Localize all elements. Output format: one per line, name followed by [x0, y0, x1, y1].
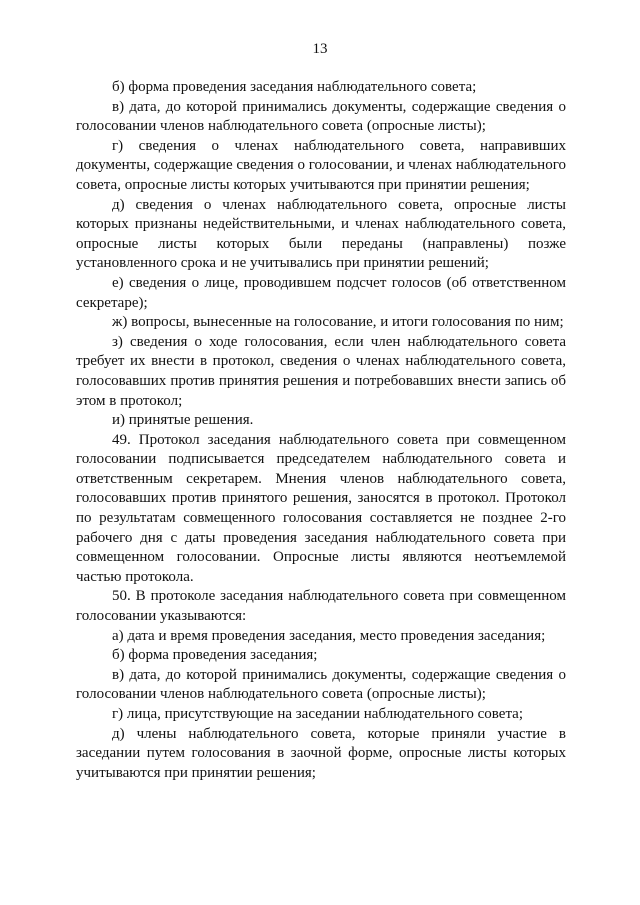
clause-50-b: б) форма проведения заседания;: [112, 647, 318, 664]
paragraph-zh: ж) вопросы, вынесенные на голосование, и итоги голосования по ним;: [112, 314, 564, 331]
paragraph-v: в) дата, до которой принимались документы, содержащие сведения о голосовании членов наблюдательного совета (опросные листы);: [76, 98, 566, 135]
clause-50-d: д) члены наблюдательного совета, которые приняли участие в заседании путем голосования в заочной форме, опросные листы которых учитываются при принятии решения;: [76, 725, 566, 781]
page-number: 13: [312, 41, 328, 57]
document-body: [76, 78, 566, 783]
paragraph-i: и) принятые решения.: [112, 412, 254, 429]
paragraph-z: з) сведения о ходе голосования, если член наблюдательного совета требует их внести в протокол, сведения о членах наблюдательного совета, голосовавших против принятия решения и потребовавших внести запись об этом в протокол;: [76, 333, 566, 409]
paragraph-d: д) сведения о членах наблюдательного совета, опросные листы которых признаны недействительными, и членах наблюдательного совета, опросные листы которых были переданы (направлены) позже установленного срока и не учитывались при принятии решений;: [76, 196, 566, 272]
paragraph-g: г) сведения о членах наблюдательного совета, направивших документы, содержащие сведения о голосовании, и членах наблюдательного совета, опросные листы которых учитываются при принятии решения;: [76, 137, 566, 193]
clause-50-a: а) дата и время проведения заседания, место проведения заседания;: [112, 627, 546, 644]
clause-50-g: г) лица, присутствующие на заседании наблюдательного совета;: [112, 706, 524, 722]
clause-50-v: в) дата, до которой принимались документы, содержащие сведения о голосовании членов наблюдательного совета (опросные листы);: [76, 666, 566, 703]
clause-49: 49. Протокол заседания наблюдательного совета при совмещенном голосовании подписывается председателем наблюдательного совета и ответственным секретарем. Мнения членов наблюдательного совета, голосовавших против принятого решения, заносятся в протокол. Протокол по результатам совмещенного голосования составляется не позднее 2-го рабочего дня с даты проведения заседания наблюдательного совета при совмещенном голосовании. Опросные листы являются неотъемлемой частью протокола.: [76, 431, 566, 585]
paragraph-b: б) форма проведения заседания наблюдательного совета;: [112, 79, 477, 95]
paragraph-e: е) сведения о лице, проводившем подсчет голосов (об ответственном секретаре);: [76, 274, 566, 311]
clause-50: 50. В протоколе заседания наблюдательного совета при совмещенном голосовании указываются:: [76, 588, 566, 625]
